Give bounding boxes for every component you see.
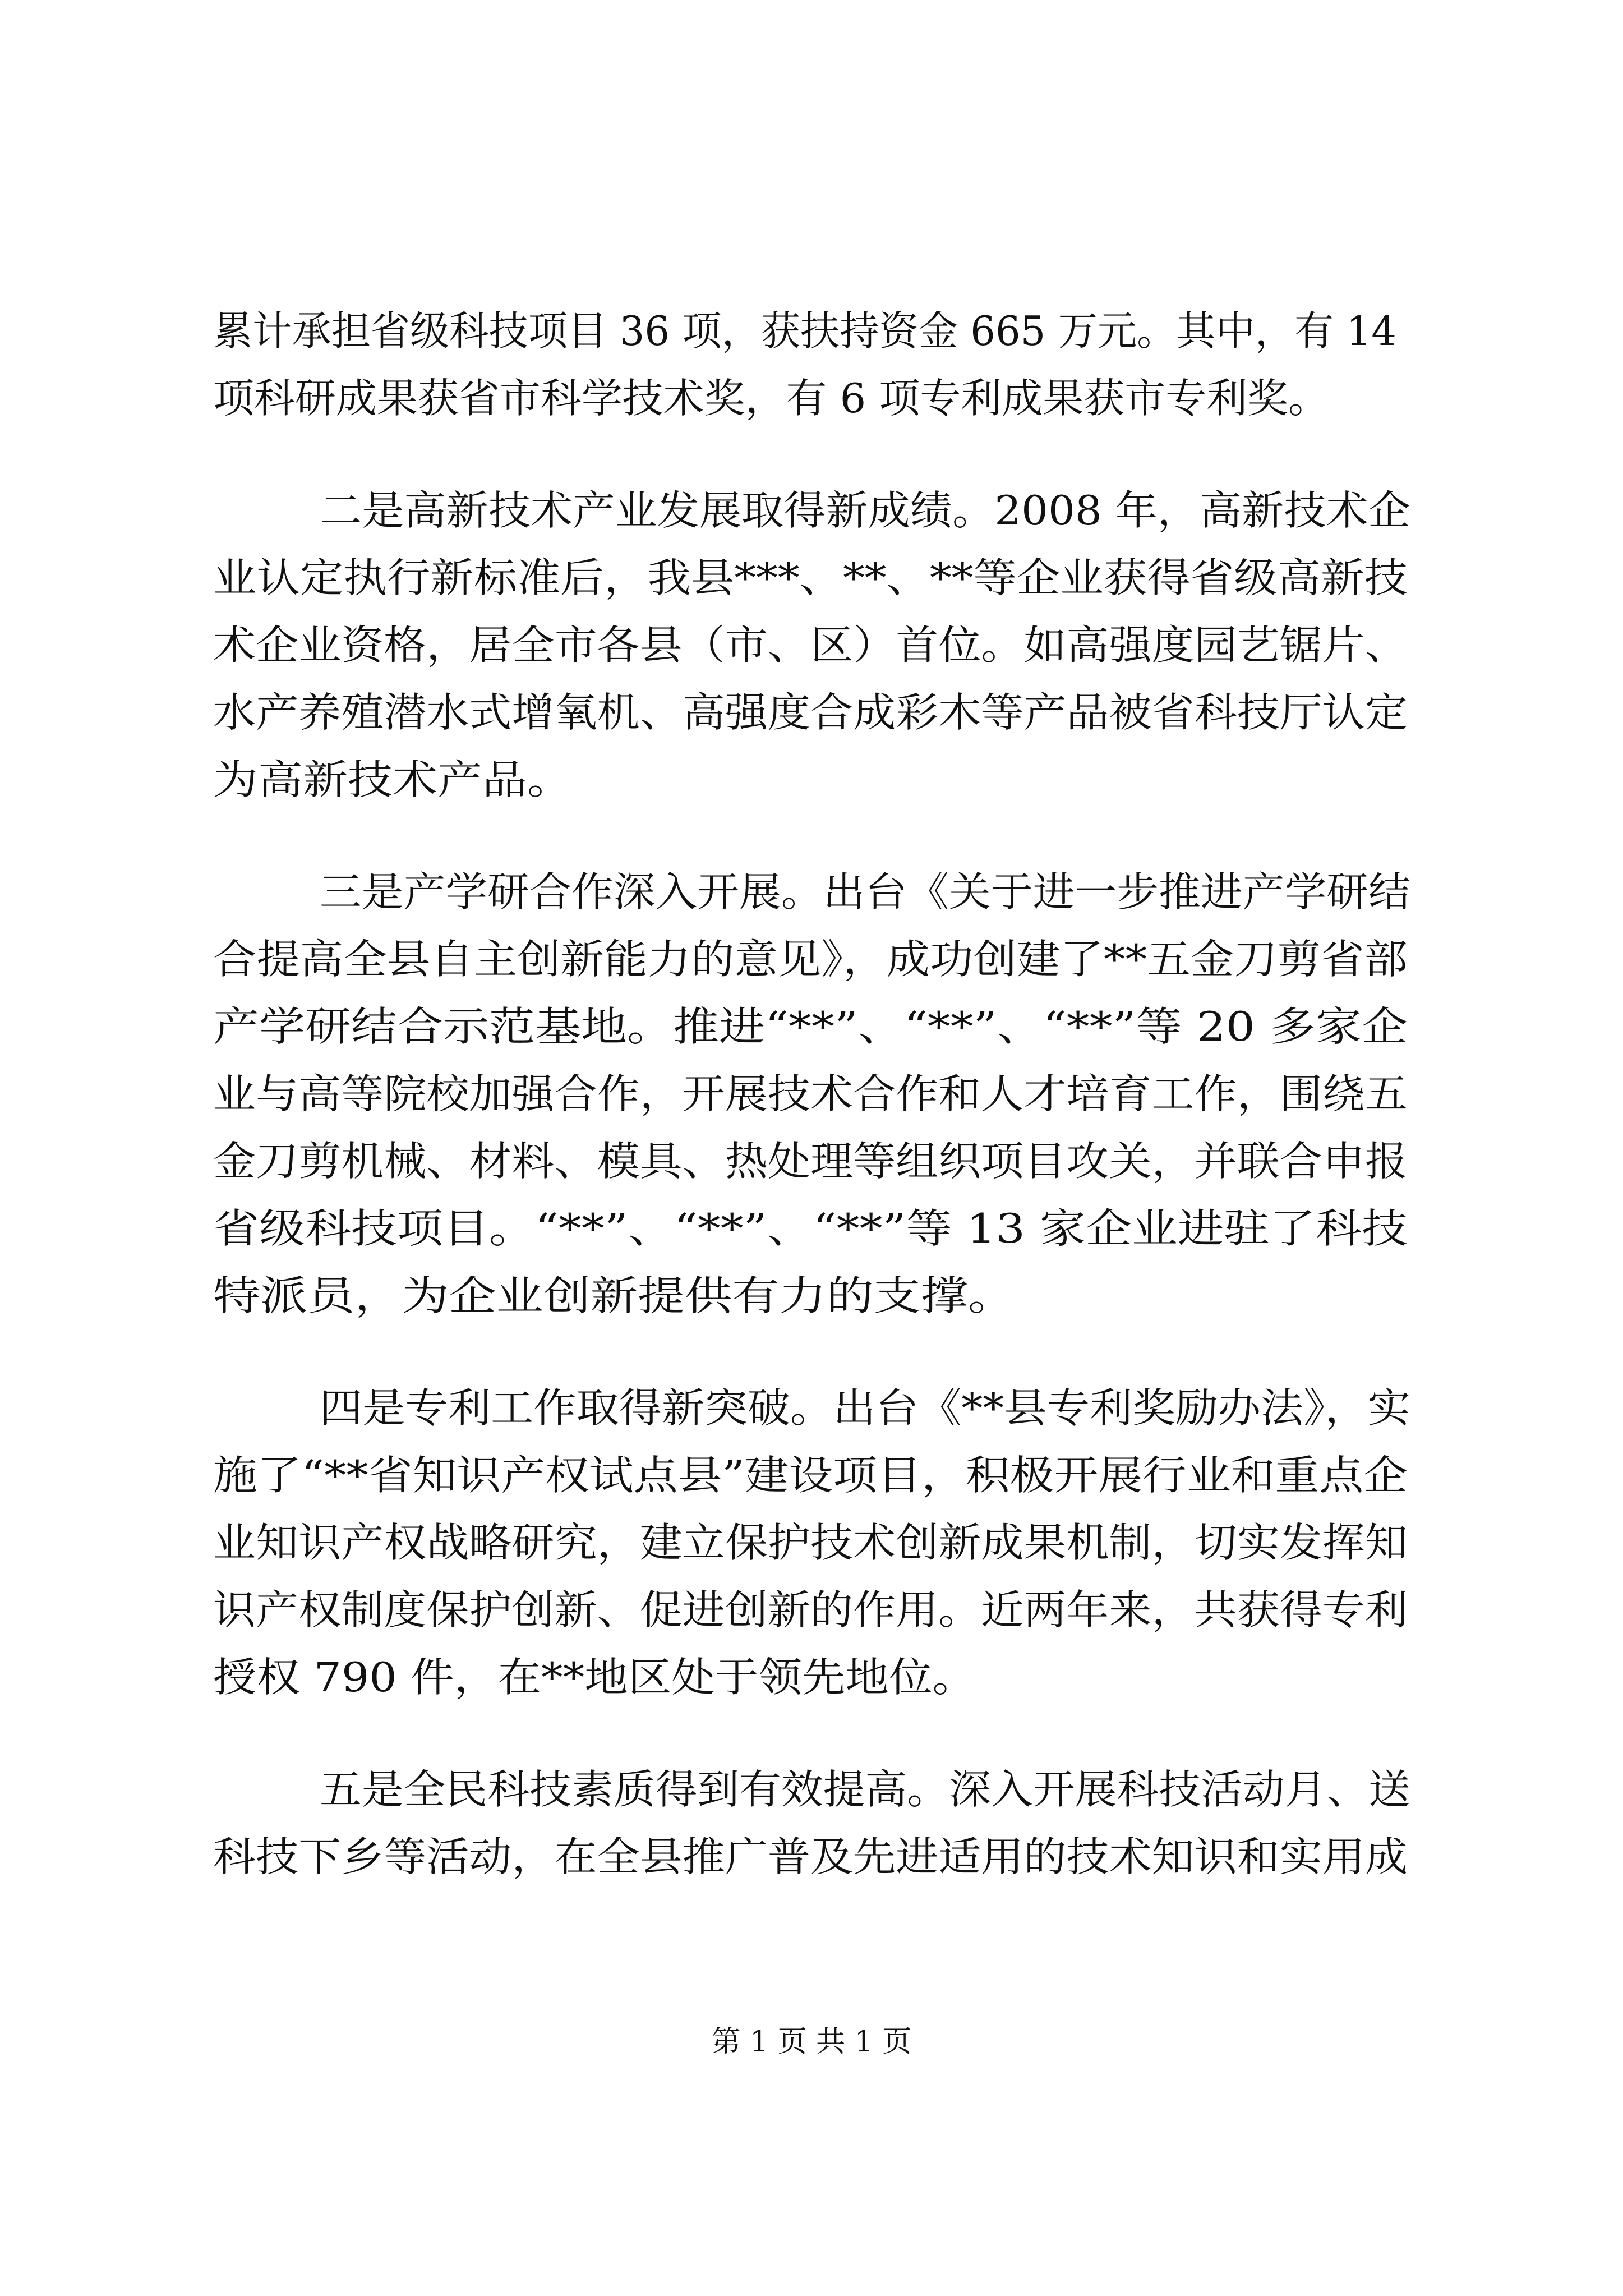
- text-line: [0, 1756, 1623, 1823]
- text-line: [0, 477, 1623, 544]
- text-line: [0, 1060, 1623, 1128]
- text-line: [0, 297, 1623, 365]
- line-text: 水产养殖潜水式增氧机、高强度合成彩木等产品被省科技厅认定: [213, 689, 1408, 736]
- line-text: 业认定执行新标准后，我县***、**、**等企业获得省级高新技: [213, 554, 1408, 601]
- line-text: 省级科技项目。“**”、“**”、“**”等 13 家企业进驻了科技: [213, 1205, 1408, 1252]
- line-text: 为高新技术产品。: [213, 756, 572, 803]
- line-text: 识产权制度保护创新、促进创新的作用。近两年来，共获得专利: [213, 1586, 1408, 1634]
- line-text: 施了“**省知识产权试点县”建设项目，积极开展行业和重点企: [213, 1452, 1408, 1499]
- text-line: [0, 1374, 1623, 1442]
- text-line: [0, 1509, 1623, 1576]
- text-line: [0, 544, 1623, 611]
- text-line: [0, 993, 1623, 1060]
- line-text: 术企业资格，居全市各县（市、区）首位。如高强度园艺锯片、: [213, 622, 1408, 669]
- line-text: 业知识产权战略研究，建立保护技术创新成果机制，切实发挥知: [213, 1519, 1408, 1566]
- text-line: [0, 1823, 1623, 1890]
- line-text: 科技下乡等活动，在全县推广普及先进适用的技术知识和实用成: [213, 1833, 1408, 1880]
- line-text: 金刀剪机械、材料、模具、热处理等组织项目攻关，并联合申报: [213, 1138, 1408, 1185]
- text-line: [0, 679, 1623, 746]
- line-text: 三是产学研合作深入开展。出台《关于进一步推进产学研结: [320, 868, 1410, 915]
- text-line: [0, 1195, 1623, 1262]
- text-line: [0, 611, 1623, 679]
- text-line: [0, 1262, 1623, 1329]
- line-text: 产学研结合示范基地。推进“**”、“**”、“**”等 20 多家企: [213, 1003, 1408, 1050]
- line-text: 二是高新技术产业发展取得新成绩。2008 年，高新技术企: [320, 487, 1410, 534]
- text-line: [0, 858, 1623, 926]
- line-text: 四是专利工作取得新突破。出台《**县专利奖励办法》，实: [320, 1384, 1410, 1432]
- line-text: 合提高全县自主创新能力的意见》，成功创建了**五金刀剪省部: [213, 936, 1408, 983]
- page-footer: 第 1 页 共 1 页: [711, 2025, 912, 2059]
- text-line: [0, 1128, 1623, 1195]
- text-line: [0, 1442, 1623, 1509]
- line-text: 特派员，为企业创新提供有力的支撑。: [213, 1272, 1015, 1319]
- text-line: [0, 1644, 1623, 1711]
- text-line: [0, 365, 1623, 432]
- line-text: 授权 790 件，在**地区处于领先地位。: [213, 1654, 976, 1701]
- text-line: [0, 1576, 1623, 1644]
- text-line: [0, 926, 1623, 993]
- line-text: 累计承担省级科技项目 36 项，获扶持资金 665 万元。其中，有 14: [213, 307, 1396, 355]
- line-text: 业与高等院校加强合作，开展技术合作和人才培育工作，围绕五: [213, 1070, 1408, 1117]
- text-line: [0, 746, 1623, 813]
- line-text: 项科研成果获省市科学技术奖，有 6 项专利成果获市专利奖。: [213, 375, 1329, 422]
- line-text: 五是全民科技素质得到有效提高。深入开展科技活动月、送: [320, 1766, 1410, 1813]
